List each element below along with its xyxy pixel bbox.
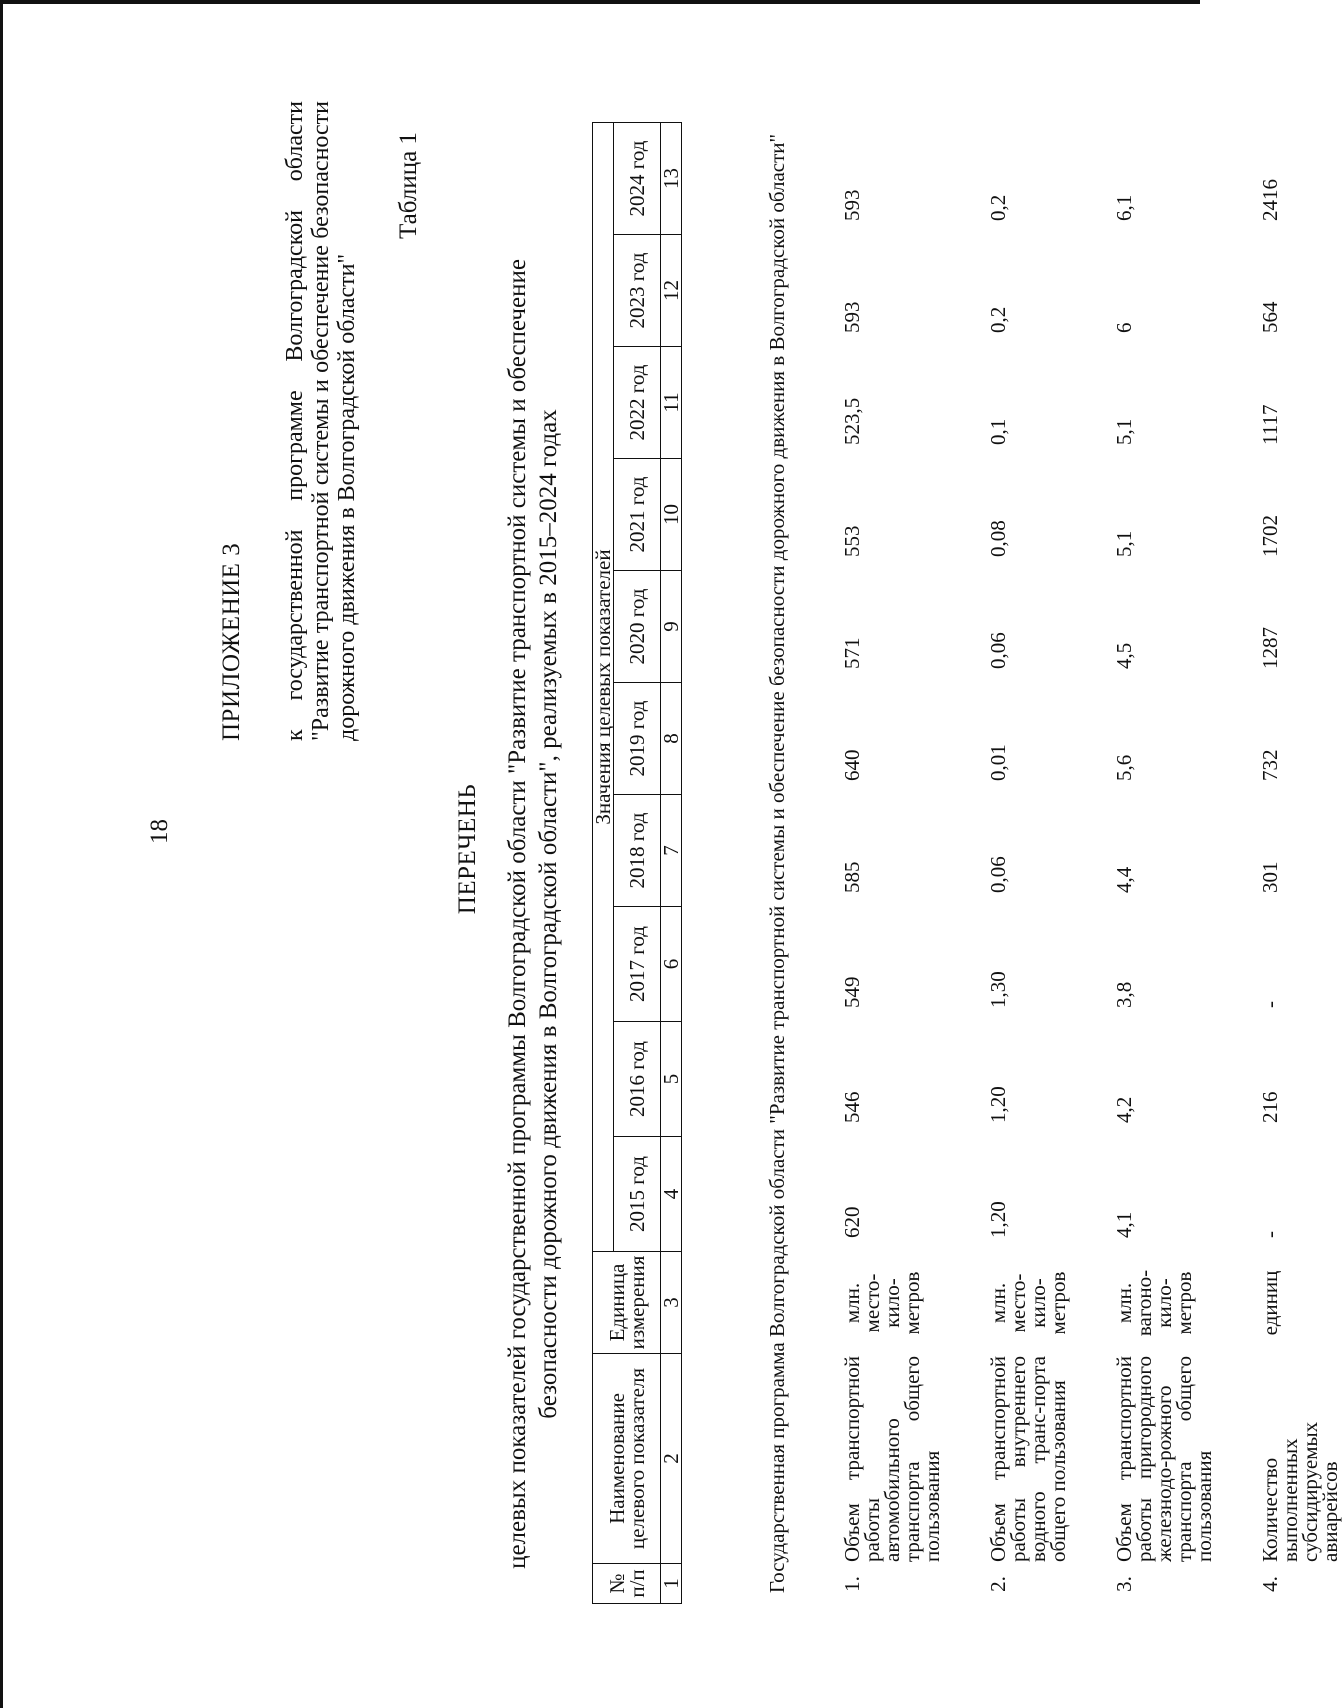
row-number: 1. xyxy=(840,1576,864,1592)
indicator-unit: млн. место-кило-метров xyxy=(986,1271,1070,1335)
column-number: 4 xyxy=(661,1137,682,1252)
header-year: 2021 год xyxy=(614,459,661,571)
row-number: 2. xyxy=(986,1576,1010,1592)
indicator-value: 620 xyxy=(840,1206,864,1238)
indicator-value: 216 xyxy=(1258,1091,1282,1123)
column-number: 3 xyxy=(661,1252,682,1354)
indicator-value: 5,1 xyxy=(1112,530,1136,557)
row-number: 3. xyxy=(1112,1576,1136,1592)
indicator-value: 4,2 xyxy=(1112,1096,1136,1123)
indicator-value: 4,5 xyxy=(1112,642,1136,669)
indicator-value: 732 xyxy=(1258,749,1282,781)
column-number: 12 xyxy=(661,235,682,347)
column-number: 13 xyxy=(661,123,682,235)
indicator-value: 0,2 xyxy=(986,194,1010,221)
row-number: 4. xyxy=(1258,1576,1282,1592)
indicator-unit: млн. место-кило-метров xyxy=(840,1271,924,1335)
column-number: 5 xyxy=(661,1022,682,1137)
indicator-value: 1,30 xyxy=(986,971,1010,1008)
header-year: 2020 год xyxy=(614,571,661,683)
column-number: 8 xyxy=(661,683,682,795)
indicator-name: Объем транспортной работы внутреннего водного транс-порта общего пользования xyxy=(986,1356,1070,1562)
indicator-unit: млн. вагоно-кило-метров xyxy=(1112,1269,1196,1337)
indicator-value: 0,01 xyxy=(986,744,1010,781)
section-title: Государственная программа Волгоградской области "Развитие транспортной системы и обеспечение безопасности дорожного движения в Волгоградской области" xyxy=(765,133,789,1594)
appendix-title: ПРИЛОЖЕНИЕ 3 xyxy=(218,542,245,741)
indicator-value: 6,1 xyxy=(1112,194,1136,221)
indicator-value: 571 xyxy=(840,637,864,669)
column-number: 2 xyxy=(661,1354,682,1564)
indicator-value: 0,06 xyxy=(986,856,1010,893)
indicator-value: 0,08 xyxy=(986,520,1010,557)
indicator-value: - xyxy=(1258,1231,1282,1238)
indicator-value: 549 xyxy=(840,976,864,1008)
scan-edge-top xyxy=(0,0,1200,4)
indicator-value: 523,5 xyxy=(840,397,864,445)
column-number: 1 xyxy=(661,1564,682,1604)
document-title: ПЕРЕЧЕНЬ xyxy=(454,783,481,915)
column-number: 7 xyxy=(661,795,682,907)
indicator-value: 553 xyxy=(840,525,864,557)
table-row xyxy=(1260,123,1340,1604)
column-number: 6 xyxy=(661,907,682,1022)
indicator-value: 546 xyxy=(840,1091,864,1123)
indicator-value: 1117 xyxy=(1258,404,1282,445)
indicator-value: 1,20 xyxy=(986,1086,1010,1123)
indicator-value: 1287 xyxy=(1258,627,1282,669)
column-number: 11 xyxy=(661,347,682,459)
indicator-value: 0,06 xyxy=(986,632,1010,669)
indicator-value: 6 xyxy=(1112,322,1136,333)
indicators-table-body xyxy=(766,123,1340,1604)
indicator-unit: единиц xyxy=(1258,1270,1282,1336)
indicator-value: 593 xyxy=(840,301,864,333)
table-row xyxy=(842,123,942,1604)
indicator-value: 1702 xyxy=(1258,515,1282,557)
indicator-name: Количество выполненных субсидируемых авиарейсов xyxy=(1258,1421,1342,1562)
header-values-group: Значения целевых показателей xyxy=(593,123,614,1252)
header-year: 2024 год xyxy=(614,123,661,235)
indicator-value: 2416 xyxy=(1258,179,1282,221)
indicator-value: 593 xyxy=(840,189,864,221)
indicator-value: 1,20 xyxy=(986,1201,1010,1238)
indicator-name: Объем транспортной работы пригородного железнодо-рожного транспорта общего пользования xyxy=(1112,1356,1216,1562)
header-year: 2019 год xyxy=(614,683,661,795)
indicator-value: 564 xyxy=(1258,301,1282,333)
column-number: 10 xyxy=(661,459,682,571)
appendix-reference: к государственной программе Волгоградской области "Развитие транспортной системы и обеспечение безопасности дорожного движения в Волгоградской области" xyxy=(282,101,360,741)
indicator-value: 0,2 xyxy=(986,306,1010,333)
header-year: 2023 год xyxy=(614,235,661,347)
header-year: 2018 год xyxy=(614,795,661,907)
indicator-value: - xyxy=(1258,1001,1282,1008)
document-subtitle: целевых показателей государственной программы Волгоградской области "Развитие транспортной системы и обеспечение безопасности дорожного движения в Волгоградской области", реализуемых в 2015–2024 годах xyxy=(504,259,562,1569)
header-num: № п/п xyxy=(593,1564,661,1604)
indicator-value: 0,1 xyxy=(986,418,1010,445)
indicator-value: 5,1 xyxy=(1112,418,1136,445)
indicator-value: 640 xyxy=(840,749,864,781)
header-year: 2022 год xyxy=(614,347,661,459)
indicator-value: 4,1 xyxy=(1112,1211,1136,1238)
page-number: 18 xyxy=(146,819,173,844)
indicator-value: 3,8 xyxy=(1112,981,1136,1008)
table-row xyxy=(988,123,1068,1604)
header-unit: Единица измерения xyxy=(593,1252,661,1354)
header-year: 2016 год xyxy=(614,1022,661,1137)
column-number: 9 xyxy=(661,571,682,683)
scan-edge-left xyxy=(0,0,3,1708)
header-year: 2015 год xyxy=(614,1137,661,1252)
header-name: Наименование целевого показателя xyxy=(593,1354,661,1564)
indicator-value: 585 xyxy=(840,861,864,893)
table-label: Таблица 1 xyxy=(395,132,422,239)
indicator-name: Объем транспортной работы автомобильного транспорта общего пользования xyxy=(840,1356,944,1562)
header-year: 2017 год xyxy=(614,907,661,1022)
table-row xyxy=(1114,123,1214,1604)
rotated-page xyxy=(60,29,1342,1679)
indicator-value: 4,4 xyxy=(1112,866,1136,893)
indicator-value: 5,6 xyxy=(1112,754,1136,781)
indicator-value: 301 xyxy=(1258,861,1282,893)
indicators-table-header xyxy=(592,122,682,1604)
